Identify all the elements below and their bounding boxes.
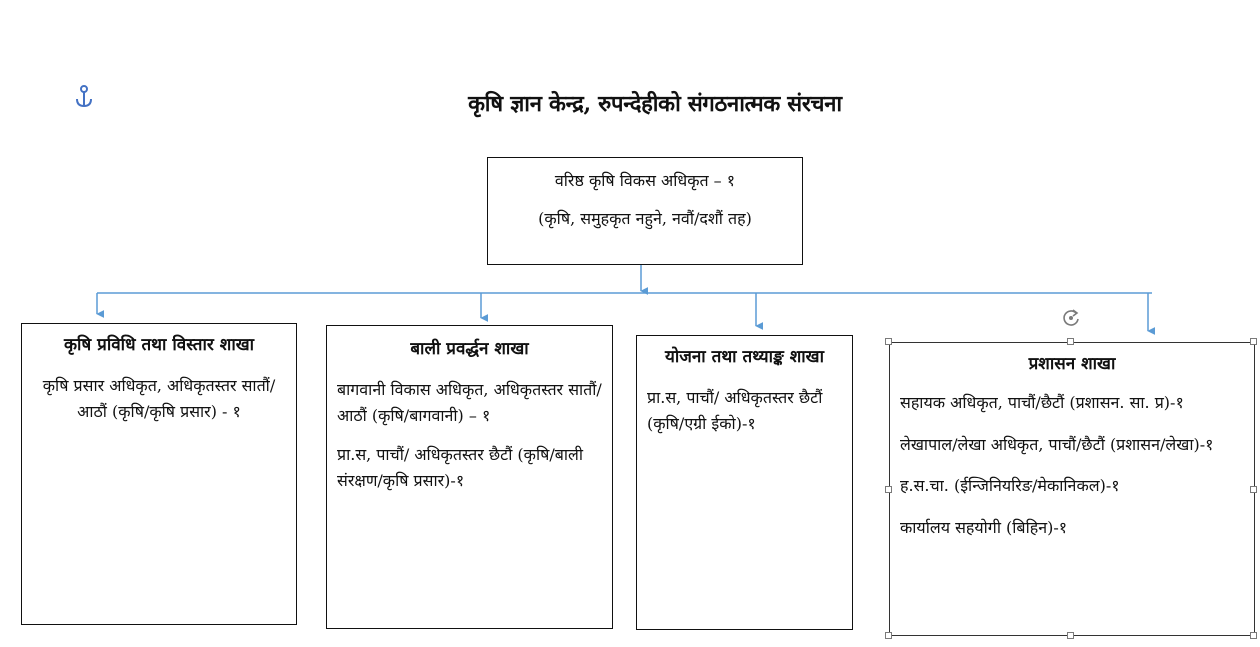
head-position-box[interactable] [487,157,803,265]
branch-crop-promotion-box[interactable] [326,325,613,629]
branch-extension-box[interactable] [21,323,297,625]
branch-title: योजना तथा तथ्याङ्क शाखा [665,347,824,367]
resize-handle-top-left[interactable] [885,338,892,345]
branch-item: सहायक अधिकृत, पाचौं/छैटौं (प्रशासन. सा. प्र)-१ [900,393,1184,413]
branch-item: ह.स.चा. (ईन्जिनियरिङ/मेकानिकल)-१ [900,476,1120,496]
branch-item: प्रा.स, पाचौं/ अधिकृतस्तर छैटौं (कृषि/बाली संरक्षण/कृषि प्रसार)-१ [337,445,584,490]
resize-handle-top[interactable] [1067,338,1074,345]
diagram-title: कृषि ज्ञान केन्द्र, रुपन्देहीको संगठनात्मक संरचना [468,91,842,117]
head-position-detail: (कृषि, समुहकृत नहुने, नवौं/दशौं तह) [538,208,752,228]
resize-handle-right[interactable] [1250,486,1257,493]
branch-item: बागवानी विकास अधिकृत, अधिकृतस्तर सातौं/आठौं (कृषि/बागवानी) – १ [337,380,602,425]
branch-item: लेखापाल/लेखा अधिकृत, पाचौं/छैटौं (प्रशासन/लेखा)-१ [900,434,1214,454]
branch-item: प्रा.स, पाचौं/ अधिकृतस्तर छैटौं (कृषि/एग्री ईको)-१ [647,388,823,433]
branch-planning-statistics-box[interactable] [636,335,853,630]
rotate-handle-icon[interactable] [1060,307,1082,329]
branch-title: प्रशासन शाखा [1028,354,1116,374]
resize-handle-top-right[interactable] [1250,338,1257,345]
branch-title: बाली प्रवर्द्धन शाखा [410,339,529,359]
branch-item: कार्यालय सहयोगी (बिहिन)-१ [900,517,1068,537]
head-position-title: वरिष्ठ कृषि विकस अधिकृत – १ [554,171,736,190]
resize-handle-left[interactable] [885,486,892,493]
resize-handle-bottom-right[interactable] [1250,632,1257,639]
branch-title: कृषि प्रविधि तथा विस्तार शाखा [63,335,255,355]
branch-item: कृषि प्रसार अधिकृत, अधिकृतस्तर सातौं/आठौं (कृषि/कृषि प्रसार) - १ [42,376,276,421]
branch-administration-box[interactable] [889,342,1255,636]
resize-handle-bottom-left[interactable] [885,632,892,639]
resize-handle-bottom[interactable] [1067,632,1074,639]
